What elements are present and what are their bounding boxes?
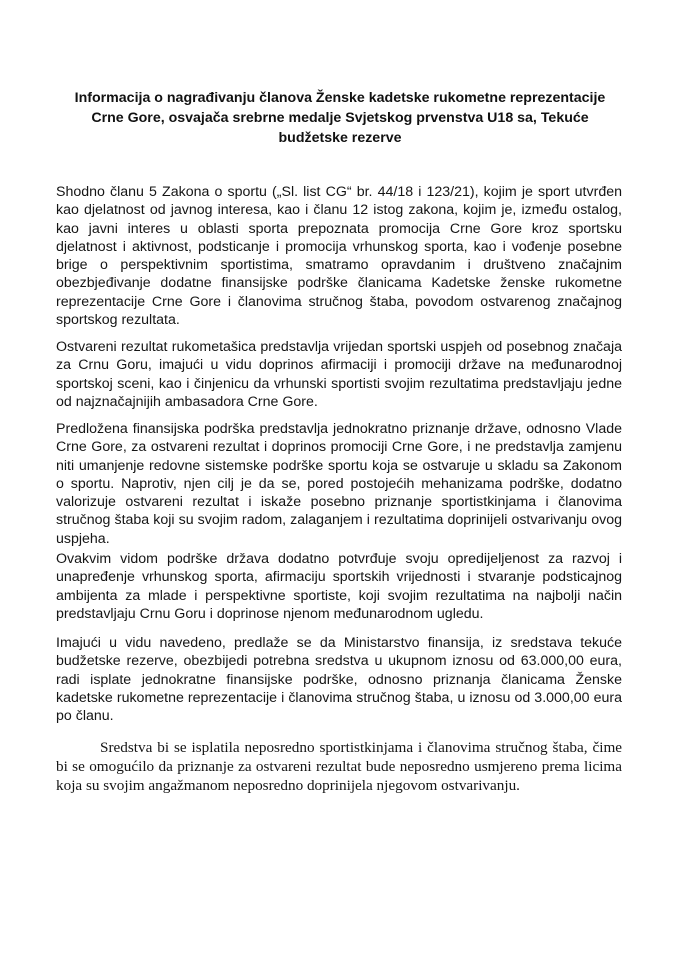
paragraph-funding-proposal: Imajući u vidu navedeno, predlaže se da Ministarstvo finansija, iz sredstava tekuće budžetske rezerve, obezbijedi potrebna sredstva u ukupnom iznosu od 63.000,00 eura, radi isplate jednokratne finansijske podrške, odnosno priznanja članicama Ženske kadetske rukometne reprezentacije i članovima stručnog štaba, u iznosu od 3.000,00 eura po članu. [56, 635, 622, 725]
document-title: Informacija o nagrađivanju članova Ženske kadetske rukometne reprezentacije Crne Gore, osvajača srebrne medalje Svjetskog prvenstva U18 sa, Tekuće budžetske rezerve [74, 90, 606, 146]
paragraph-result-significance: Ostvareni rezultat rukometašica predstavlja vrijedan sportski uspjeh od posebnog značaja za Crnu Goru, imajući u vidu doprinos afirmaciji i promociji države na međunarodnoj sportskoj sceni, kao i činjenicu da vrhunski sportisti svojim rezultatima predstavljaju jedne od najznačajnijih ambasadora Crne Gore. [56, 339, 622, 410]
paragraph-payment-method: Sredstva bi se isplatila neposredno sportistkinjama i članovima stručnog štaba, čime bi se omogućilo da priznanje za ostvareni rezultat bude neposredno usmjereno prema licima koja su svojim angažmanom neposredno doprinijela njegovom ostvarivanju. [56, 739, 622, 794]
paragraph-support-nature: Predložena finansijska podrška predstavlja jednokratno priznanje države, odnosno Vlade Crne Gore, za ostvareni rezultat i doprinos promociji Crne Gore, i ne predstavlja zamjenu niti umanjenje redovne sistemske podrške sportu koja se ostvaruje u skladu sa Zakonom o sportu. Naprotiv, njen cilj je da se, pored postojećih mehanizama podrške, dodatno valorizuje ostvareni rezultat i iskaže posebno priznanje sportistkinjama i članovima stručnog štaba koji su svojim radom, zalaganjem i rezultatima doprinijeli ostvarivanju ovog uspjeha. [56, 421, 622, 547]
paragraph-legal-basis: Shodno članu 5 Zakona o sportu („Sl. list CG“ br. 44/18 i 123/21), kojim je sport utvrđen kao djelatnost od javnog interesa, kao i članu 12 istog zakona, kojim je, između ostalog, kao javni interes u oblasti sporta prepoznata promocija Crne Gore kroz sportsku djelatnost i aktivnost, podsticanje i promocija vrhunskog sporta, kao i vođenje posebne brige o perspektivnim sportistima, smatramo opravdanim i društveno značajnim obezbjeđivanje dodatne finansijske podrške članicama Kadetske ženske rukometne reprezentacije Crne Gore i članovima stručnog štaba, povodom ostvarenog značajnog sportskog rezultata. [56, 184, 622, 329]
paragraph-state-commitment: Ovakvim vidom podrške država dodatno potvrđuje svoju opredijeljenost za razvoj i unapređenje vrhunskog sporta, afirmaciju sportskih vrijednosti i stvaranje podsticajnog ambijenta za mlade i perspektivne sportiste, koji svojim rezultatima na najbolji način predstavljaju Crnu Goru i doprinose njenom međunarodnom ugledu. [56, 551, 622, 622]
